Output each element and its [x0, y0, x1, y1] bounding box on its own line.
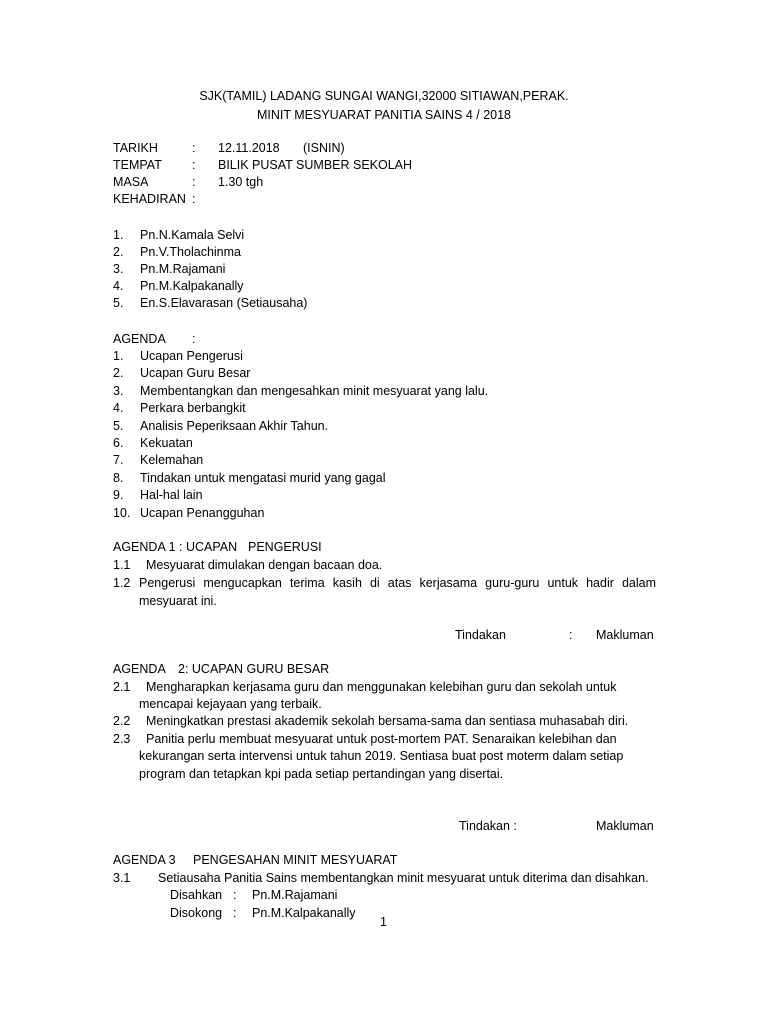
agenda2-item-number: 2.2 — [113, 714, 131, 728]
meta-value-tempat: BILIK PUSAT SUMBER SEKOLAH — [218, 158, 413, 172]
meta-label-masa: MASA — [113, 175, 149, 189]
disokong-sep: : — [233, 906, 237, 920]
list-item: 5. En.S.Elavarasan (Setiausaha) — [113, 296, 308, 310]
list-item: 9. Hal-hal lain — [113, 488, 203, 502]
agenda3-heading-b: PENGESAHAN MINIT MESYUARAT — [193, 853, 398, 867]
school-header: SJK(TAMIL) LADANG SUNGAI WANGI,32000 SITIAWAN,PERAK. — [199, 89, 569, 103]
agenda2-item-text: Mengharapkan kerjasama guru dan menggunakan kelebihan guru dan sekolah untuk — [146, 680, 617, 694]
agenda2-heading-a: AGENDA — [113, 662, 166, 676]
agenda-sep: : — [192, 332, 196, 346]
page-number: 1 — [380, 915, 387, 929]
disahkan-sep: : — [233, 888, 237, 902]
agenda1-item-number: 1.1 — [113, 558, 131, 572]
agenda2-item-number: 2.1 — [113, 680, 131, 694]
meta-extra-day: (ISNIN) — [303, 141, 345, 155]
agenda1-item-text: Mesyuarat dimulakan dengan bacaan doa. — [146, 558, 383, 572]
meta-sep: : — [192, 192, 196, 206]
agenda2-tindakan-label: Tindakan : — [459, 819, 517, 833]
list-item: 2. Ucapan Guru Besar — [113, 366, 251, 380]
disokong-label: Disokong — [170, 906, 223, 920]
agenda1-tindakan-value: Makluman — [596, 628, 654, 642]
list-item: 6. Kekuatan — [113, 436, 193, 450]
meta-label-kehadiran: KEHADIRAN — [113, 192, 186, 206]
meta-label-tempat: TEMPAT — [113, 158, 162, 172]
agenda2-item-text-cont: mencapai kejayaan yang terbaik. — [139, 697, 322, 711]
agenda2-item-text-cont: kekurangan serta intervensi untuk tahun 2019. Sentiasa buat post moterm dalam setiap — [139, 749, 624, 763]
list-item: 3. Membentangkan dan mengesahkan minit mesyuarat yang lalu. — [113, 384, 489, 398]
agenda1-tindakan-sep: : — [569, 628, 573, 642]
agenda2-item-number: 2.3 — [113, 732, 131, 746]
agenda-heading: AGENDA — [113, 332, 166, 346]
agenda2-item-text-cont: program dan tetapkan kpi pada setiap pertandingan yang disertai. — [139, 767, 504, 781]
document-title: MINIT MESYUARAT PANITIA SAINS 4 / 2018 — [256, 108, 512, 122]
agenda1-item-text-cont: mesyuarat ini. — [139, 594, 217, 608]
agenda3-item-text: Setiausaha Panitia Sains membentangkan minit mesyuarat untuk diterima dan disahkan. — [158, 871, 649, 885]
list-item: 2. Pn.V.Tholachinma — [113, 245, 241, 259]
disokong-value: Pn.M.Kalpakanally — [252, 906, 356, 920]
list-item: 1. Pn.N.Kamala Selvi — [113, 228, 245, 242]
agenda2-heading-b: 2: UCAPAN GURU BESAR — [178, 662, 330, 676]
agenda1-item-text: Pengerusi mengucapkan terima kasih di atas kerjasama guru-guru untuk hadir dalam — [139, 576, 656, 590]
meta-sep: : — [192, 175, 196, 189]
list-item: 4. Pn.M.Kalpakanally — [113, 279, 244, 293]
meta-sep: : — [192, 158, 196, 172]
agenda3-heading-a: AGENDA 3 — [113, 853, 176, 867]
meta-value-tarikh: 12.11.2018 — [218, 141, 280, 155]
list-item: 10. Ucapan Penangguhan — [113, 506, 265, 520]
disahkan-value: Pn.M.Rajamani — [252, 888, 338, 902]
meta-value-masa: 1.30 tgh — [218, 175, 264, 189]
agenda2-tindakan-value: Makluman — [596, 819, 654, 833]
disahkan-label: Disahkan — [170, 888, 223, 902]
agenda2-item-text: Meningkatkan prestasi akademik sekolah bersama-sama dan sentiasa muhasabah diri. — [146, 714, 629, 728]
meta-label-tarikh: TARIKH — [113, 141, 158, 155]
agenda1-heading-a: AGENDA 1 : UCAPAN — [113, 540, 238, 554]
agenda1-heading-b: PENGERUSI — [248, 540, 322, 554]
list-item: 8. Tindakan untuk mengatasi murid yang gagal — [113, 471, 386, 485]
list-item: 3. Pn.M.Rajamani — [113, 262, 226, 276]
agenda1-item-number: 1.2 — [113, 576, 131, 590]
list-item: 5. Analisis Peperiksaan Akhir Tahun. — [113, 419, 329, 433]
list-item: 4. Perkara berbangkit — [113, 401, 246, 415]
meta-sep: : — [192, 141, 196, 155]
agenda3-item-number: 3.1 — [113, 871, 131, 885]
agenda2-item-text: Panitia perlu membuat mesyuarat untuk post-mortem PAT. Senaraikan kelebihan dan — [146, 732, 617, 746]
agenda1-tindakan-label: Tindakan — [455, 628, 506, 642]
list-item: 7. Kelemahan — [113, 453, 204, 467]
list-item: 1. Ucapan Pengerusi — [113, 349, 243, 363]
